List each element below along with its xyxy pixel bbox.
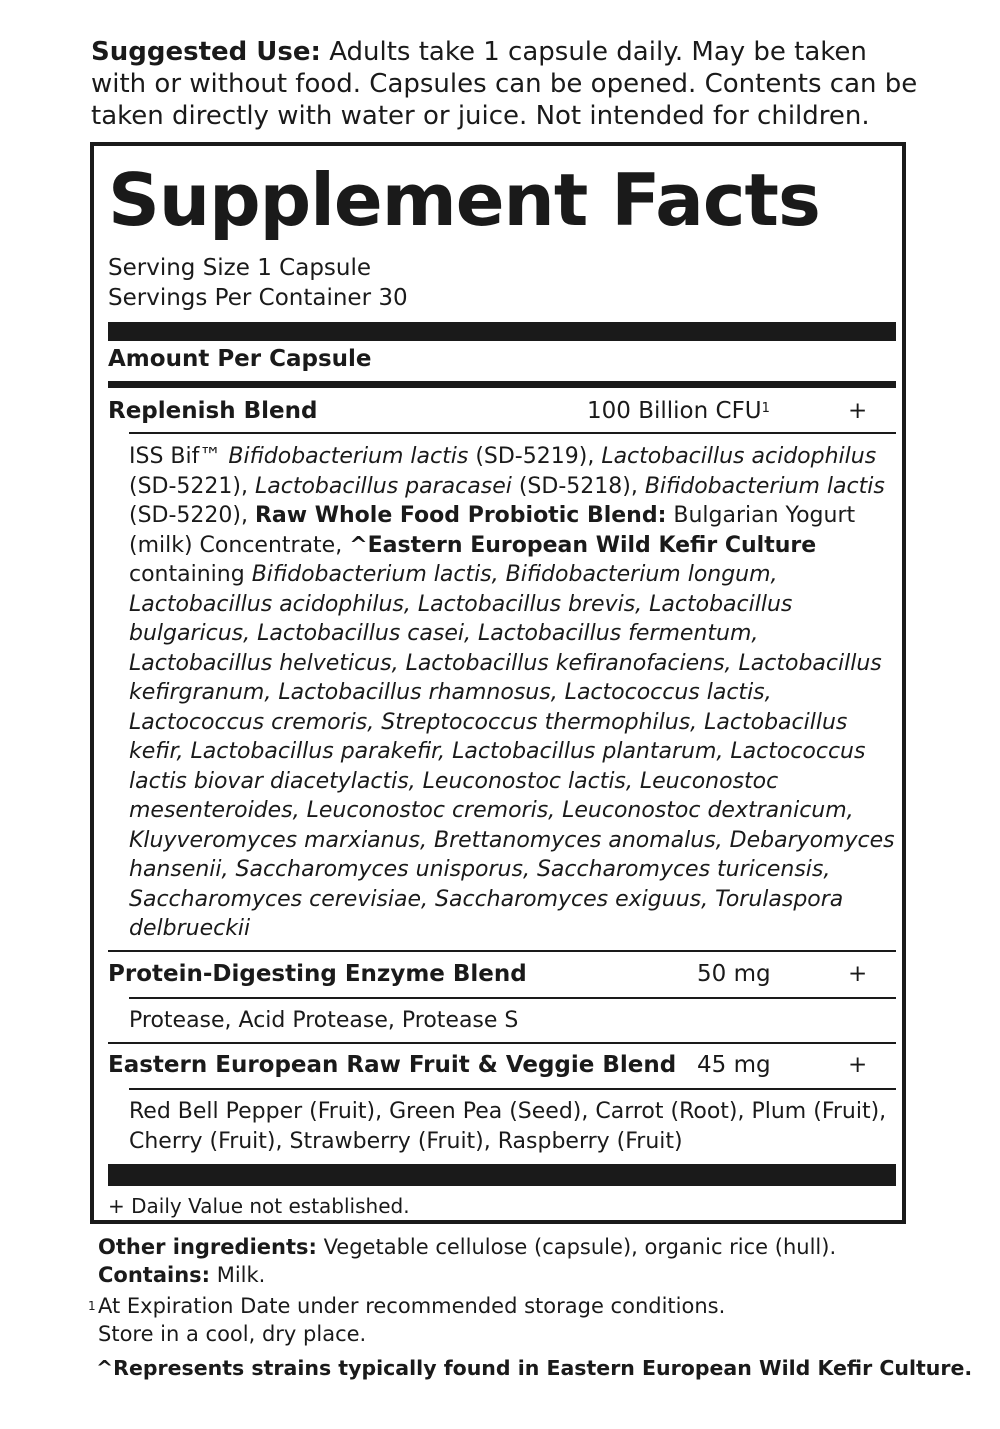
contains-text: Milk.: [210, 1263, 266, 1287]
ingredient-text: containing: [129, 562, 252, 587]
strain-name: Lactobacillus paracasei: [254, 473, 512, 499]
panel-title: Supplement Facts: [108, 158, 820, 242]
contains-label: Contains:: [98, 1263, 211, 1287]
supplement-facts-panel: [90, 142, 906, 1224]
daily-value-note: + Daily Value not established.: [108, 1194, 410, 1218]
contains-statement: [98, 1261, 265, 1289]
thick-divider-top: [108, 322, 896, 341]
fruit-ingredients: Red Bell Pepper (Fruit), Green Pea (Seed), Carrot (Root), Plum (Fruit), Cherry (Fruit), Strawberry (Fruit), Raspberry (Fruit): [129, 1099, 887, 1154]
replenish-blend-amount: [587, 396, 770, 426]
suggested-use-text: Adults take 1 capsule daily. May be taken with or without food. Capsules can be opened. Contents can be taken directly with water or juice. Not intended for children.: [91, 37, 918, 131]
other-ingredients-text: Vegetable cellulose (capsule), organic rice (hull).: [316, 1235, 837, 1259]
row-divider: [108, 1042, 896, 1044]
amount-per-capsule-header: Amount Per Capsule: [108, 346, 372, 372]
fruit-dv: +: [848, 1052, 868, 1078]
ingredient-text: ISS Bif™: [129, 444, 229, 469]
ingredient-text: (SD-5219),: [468, 444, 602, 469]
fruit-blend-name: Eastern European Raw Fruit & Veggie Blend: [108, 1052, 677, 1078]
row-divider: [129, 997, 896, 999]
strain-name: Bifidobacterium lactis: [644, 473, 885, 499]
other-ingredients-label: Other ingredients:: [98, 1235, 317, 1259]
expiration-footnote: [88, 1292, 808, 1348]
protein-blend-name: Protein-Digesting Enzyme Blend: [108, 961, 527, 987]
servings-per-container: Servings Per Container 30: [108, 285, 408, 311]
sub-blend-name: ^Eastern European Wild Kefir Culture: [349, 532, 817, 558]
protein-blend-amount: 50 mg: [697, 961, 771, 987]
suggested-use-label: Suggested Use:: [91, 37, 321, 67]
ingredient-text: Bulgarian Yogurt (milk) Concentrate,: [129, 503, 856, 558]
footnote-line-1: At Expiration Date under recommended storage conditions.: [98, 1294, 726, 1318]
strain-name: Bifidobacterium lactis: [228, 444, 469, 469]
medium-divider: [108, 381, 896, 388]
row-divider: [129, 1088, 896, 1090]
replenish-ingredients: [129, 442, 899, 944]
strain-name: Lactobacillus acidophilus: [601, 444, 877, 469]
replenish-amount-footnote-mark: 1: [761, 401, 770, 416]
ingredient-text: (SD-5220),: [129, 503, 255, 528]
kefir-strains-note: ^Represents strains typically found in Eastern European Wild Kefir Culture.: [96, 1356, 973, 1380]
other-ingredients: [98, 1233, 836, 1261]
protein-ingredients: Protease, Acid Protease, Protease S: [129, 1008, 519, 1033]
replenish-amount-value: 100 Billion CFU: [587, 398, 762, 424]
protein-dv: +: [848, 961, 868, 987]
replenish-dv: +: [848, 398, 868, 424]
strain-list: Bifidobacterium lactis, Bifidobacterium longum, Lactobacillus acidophilus, Lactobacillus brevis, Lactobacillus bulgaricus, Lactobacillus casei, Lactobacillus fermentum, Lactobacillus helveticus, Lactobacillus kefiranofaciens, Lactobacillus kefirgranum, Lactobacillus rhamnosus, Lactococcus lactis, Lactococcus cremoris, Streptococcus thermophilus, Lactobacillus kefir, Lactobacillus parakefir, Lactobacillus plantarum, Lactococcus lactis biovar diacetylactis, Leuconostoc lactis, Leuconostoc mesenteroides, Leuconostoc cremoris, Leuconostoc dextranicum, Kluyveromyces marxianus, Brettanomyces anomalus, Debaryomyces hansenii, Saccharomyces unisporus, Saccharomyces turicensis, Saccharomyces cerevisiae, Saccharomyces exiguus, Torulaspora delbrueckii: [129, 562, 895, 941]
replenish-blend-name: Replenish Blend: [108, 398, 318, 424]
sub-blend-name: Raw Whole Food Probiotic Blend:: [254, 503, 667, 528]
fruit-blend-amount: 45 mg: [697, 1052, 771, 1078]
ingredient-text: (SD-5218),: [511, 473, 645, 499]
suggested-use: [91, 36, 921, 132]
footnote-mark: 1: [88, 1299, 96, 1313]
row-divider: [129, 432, 896, 434]
footnote-line-2: Store in a cool, dry place.: [98, 1322, 367, 1346]
row-divider: [108, 950, 896, 952]
thick-divider-bottom: [108, 1164, 896, 1186]
serving-size: Serving Size 1 Capsule: [108, 255, 372, 281]
ingredient-text: (SD-5221),: [129, 473, 255, 499]
